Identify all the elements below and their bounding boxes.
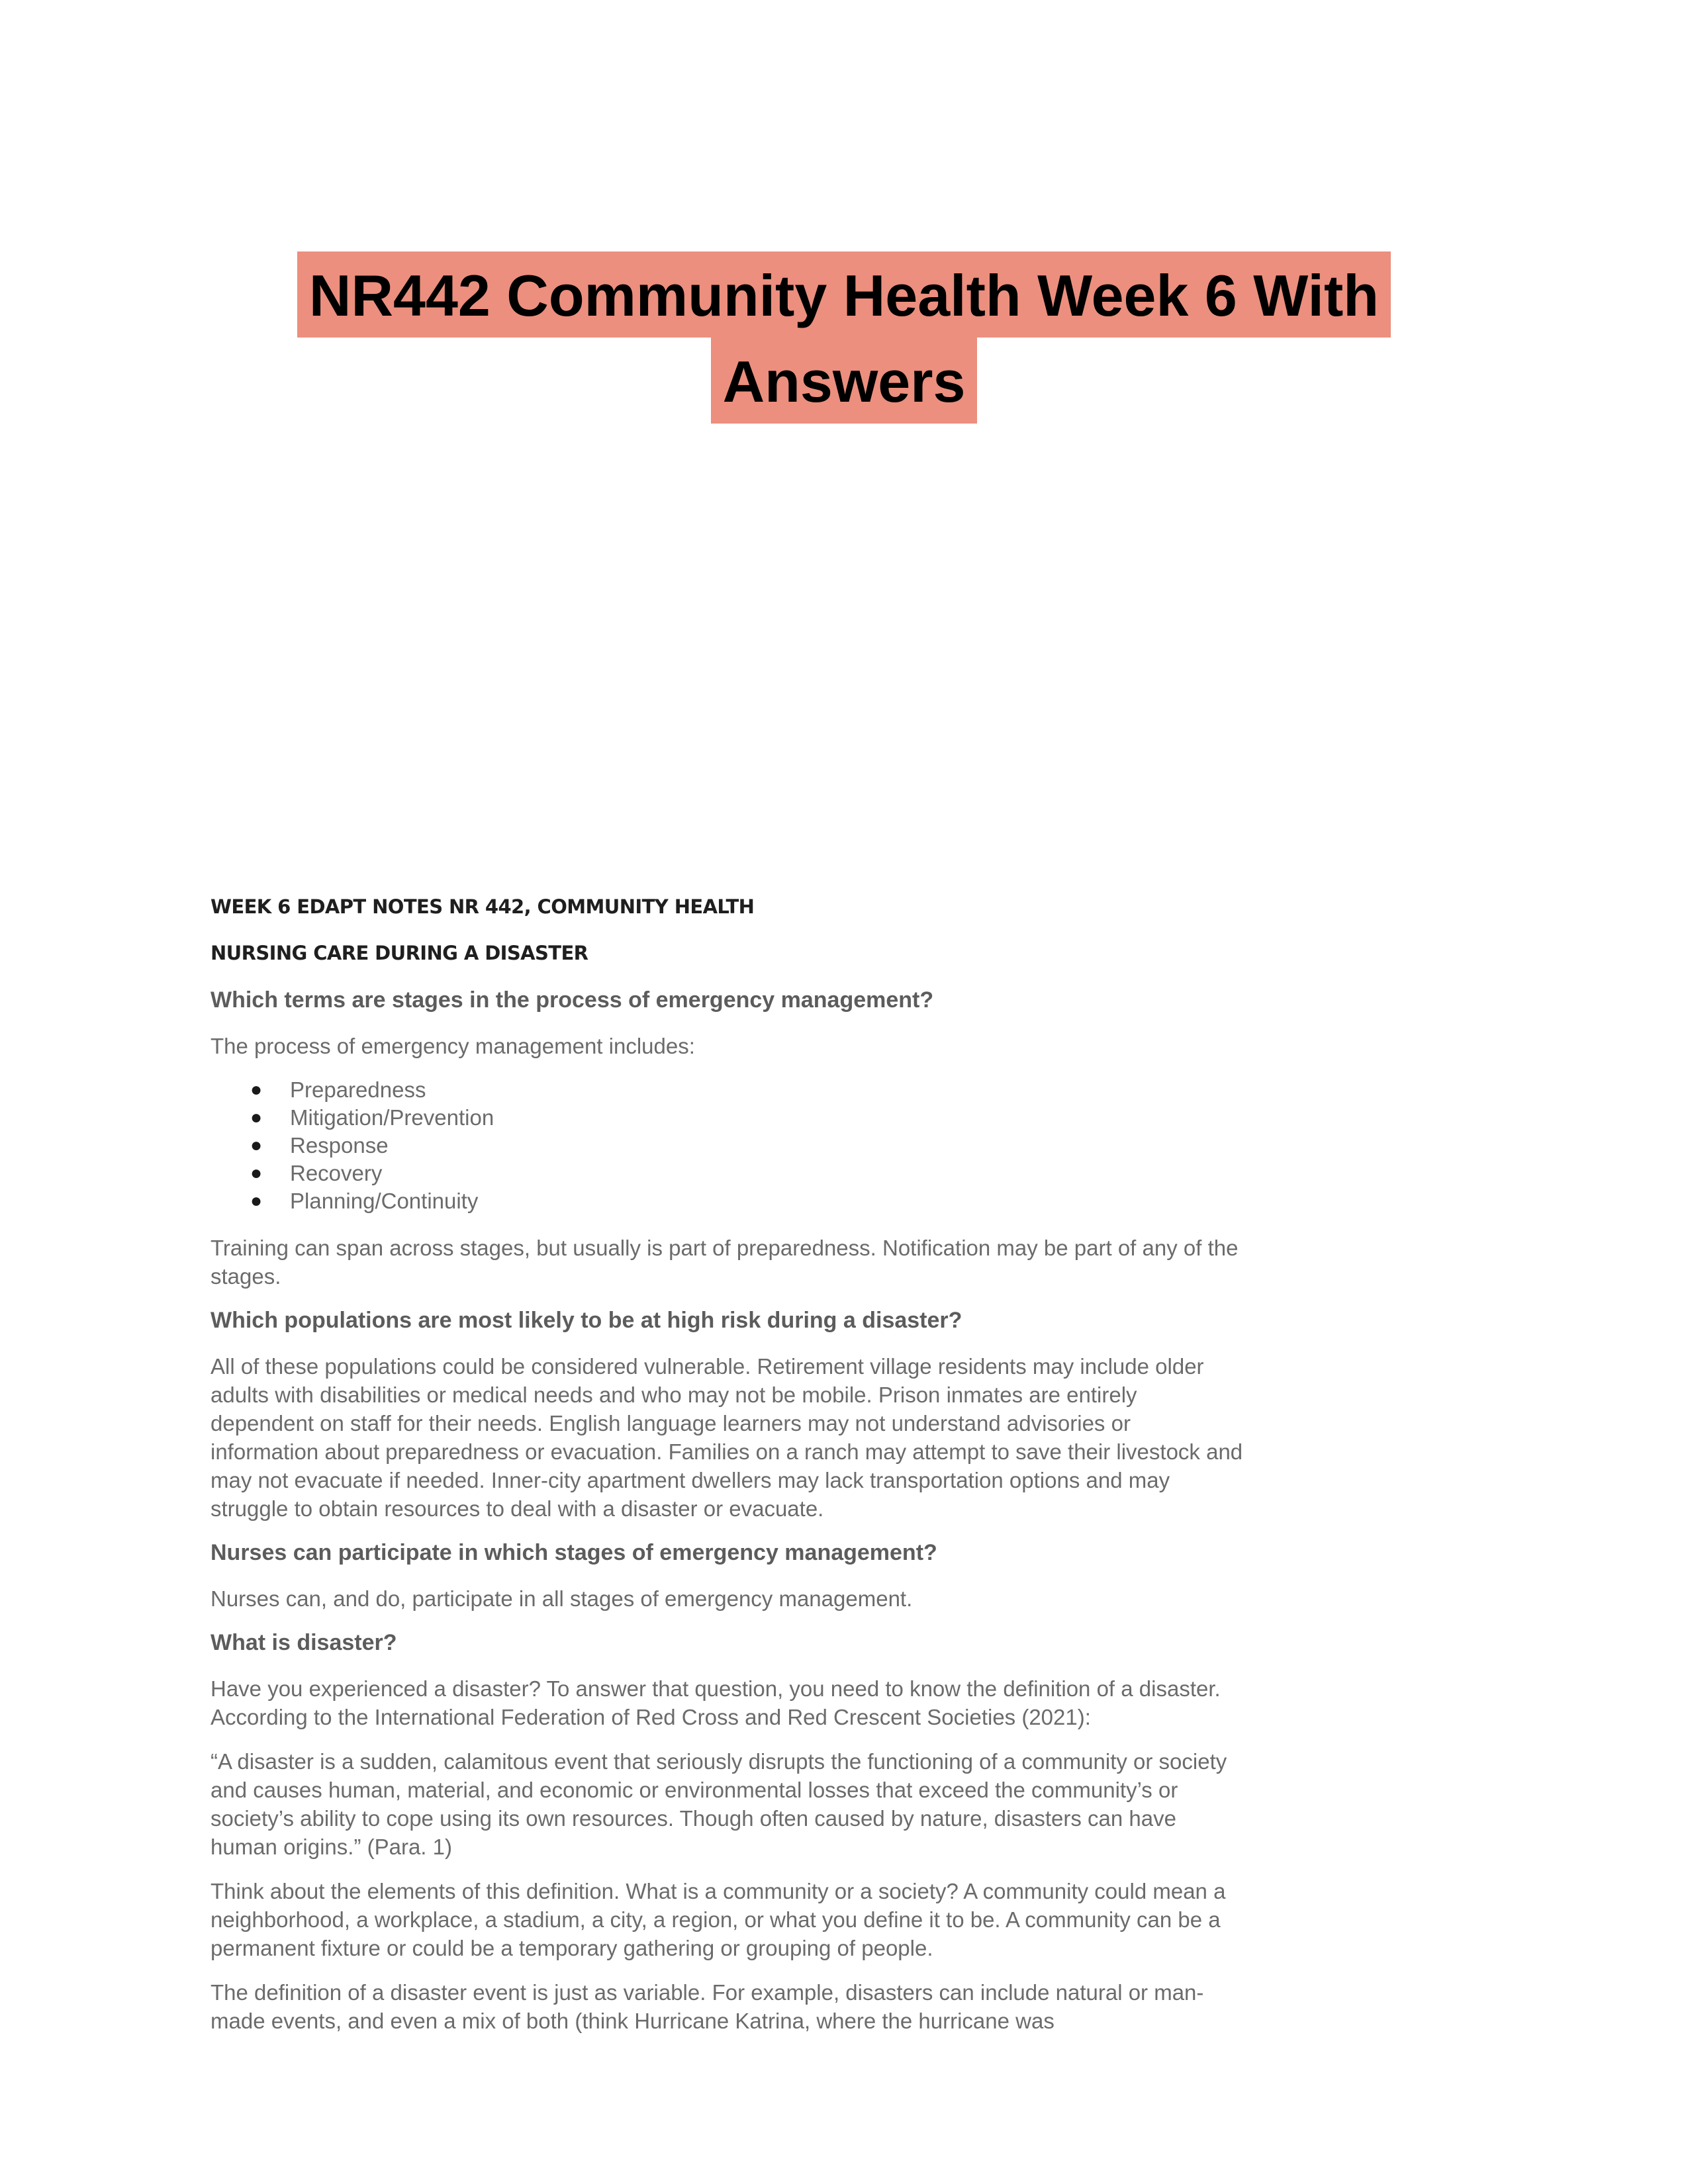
question-1: Which terms are stages in the process of emergency management?: [211, 987, 934, 1013]
list-item: ● Planning/Continuity: [211, 1187, 1243, 1215]
stages-list: [211, 1076, 1243, 1215]
question-4-quote: “A disaster is a sudden, calamitous event that seriously disrupts the functioning of a community or society and causes human, material, and economic or environmental losses that exceed the community’s or society’s ability to cope using its own resources. Though often caused by nature, disasters can have human origins.” (Para. 1): [211, 1749, 1227, 1859]
list-item: ● Response: [211, 1132, 1243, 1160]
question-2-answer: All of these populations could be considered vulnerable. Retirement village residents may include older adults with disabilities or medical needs and who may not be mobile. Prison inmates are entirely dependent on staff for their needs. English language learners may not understand advisories or information about preparedness or evacuation. Families on a ranch may attempt to save their livestock and may not evacuate if needed. Inner-city apartment dwellers may lack transportation options and may struggle to obtain resources to deal with a disaster or evacuate.: [211, 1354, 1243, 1521]
bullet-icon: ●: [250, 1134, 263, 1156]
section-header: NURSING CARE DURING A DISASTER: [211, 942, 588, 964]
list-item: ● Mitigation/Prevention: [211, 1104, 1243, 1132]
question-4-paragraph-2: Think about the elements of this definition. What is a community or a society? A community could mean a neighborhood, a workplace, a stadium, a city, a region, or what you define it to be. A community can be a permanent fixture or could be a temporary gathering or grouping of people.: [211, 1879, 1226, 1960]
question-3: Nurses can participate in which stages of emergency management?: [211, 1540, 937, 1565]
question-2: Which populations are most likely to be at high risk during a disaster?: [211, 1308, 962, 1333]
notes-header: WEEK 6 EDAPT NOTES NR 442, COMMUNITY HEALTH: [211, 895, 755, 918]
question-3-answer: Nurses can, and do, participate in all stages of emergency management.: [211, 1586, 913, 1611]
question-4: What is disaster?: [211, 1630, 397, 1655]
title-line-2: Answers: [711, 338, 978, 424]
question-4-paragraph-1: Have you experienced a disaster? To answer that question, you need to know the definition of a disaster. According to the International Federation of Red Cross and Red Crescent Societies (2021):: [211, 1676, 1221, 1729]
title-line-1: NR442 Community Health Week 6 With: [297, 251, 1391, 338]
question-4-paragraph-3: The definition of a disaster event is just as variable. For example, disasters can include natural or man-made events, and even a mix of both (think Hurricane Katrina, where the hurricane was: [211, 1980, 1204, 2033]
question-1-answer: Training can span across stages, but usually is part of preparedness. Notification may be part of any of the stages.: [211, 1236, 1239, 1289]
bullet-icon: ●: [250, 1190, 263, 1212]
document-title: [0, 251, 1688, 424]
bullet-icon: ●: [250, 1107, 263, 1128]
list-item: ● Recovery: [211, 1160, 1243, 1187]
question-1-intro: The process of emergency management includes:: [211, 1034, 695, 1058]
list-item: ● Preparedness: [211, 1076, 1243, 1104]
bullet-icon: ●: [250, 1079, 263, 1101]
document-body: [211, 893, 1243, 2051]
bullet-icon: ●: [250, 1162, 263, 1184]
